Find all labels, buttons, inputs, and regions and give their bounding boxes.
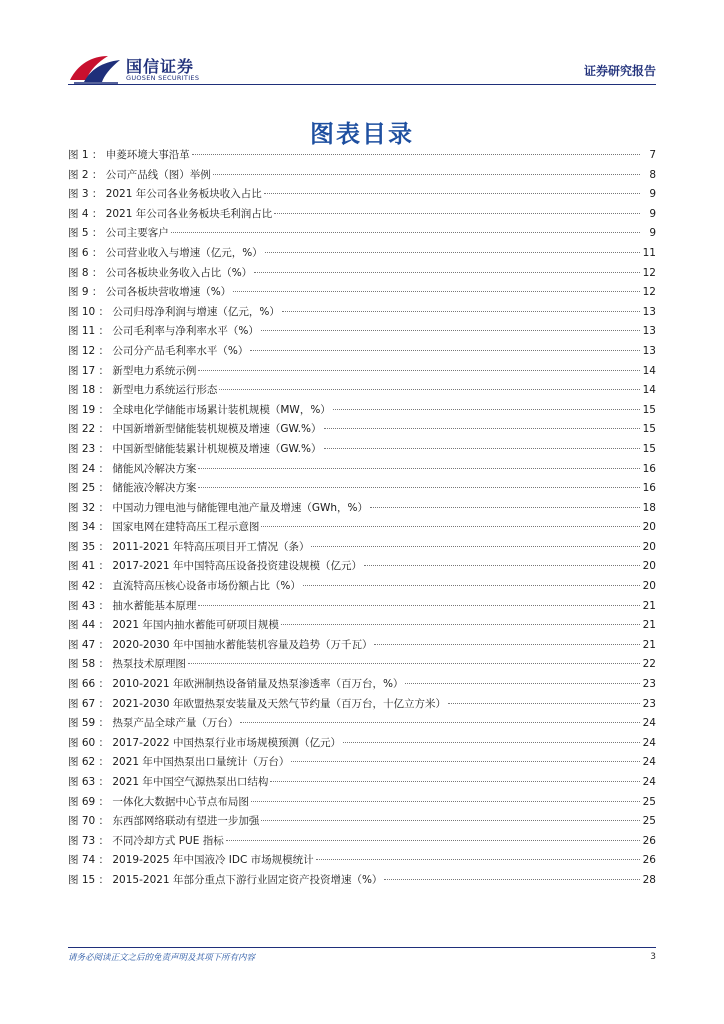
toc-entry-label[interactable]: 图 15 ： 2015-2021 年部分重点下游行业固定资产投资增速（%）: [68, 873, 383, 886]
toc-entry-label[interactable]: 图 67 ： 2021-2030 年欧盟热泵安装量及天然气节约量（百万台，十亿立方米）: [68, 697, 446, 710]
toc-entry-page[interactable]: 16: [642, 462, 656, 475]
toc-dot-leader: [324, 448, 640, 449]
toc-dot-leader: [274, 213, 640, 214]
toc-entry[interactable]: [68, 735, 656, 755]
toc-entry[interactable]: [68, 167, 656, 187]
toc-entry-label[interactable]: 图 2 ： 公司产品线（图）举例: [68, 168, 211, 181]
footer-divider: [68, 947, 656, 948]
figure-index: [68, 147, 656, 892]
toc-dot-leader: [261, 526, 640, 527]
toc-entry[interactable]: [68, 245, 656, 265]
toc-entry[interactable]: [68, 617, 656, 637]
toc-dot-leader: [188, 663, 640, 664]
toc-entry[interactable]: [68, 715, 656, 735]
toc-entry-page[interactable]: 9: [649, 207, 656, 220]
toc-entry[interactable]: [68, 421, 656, 441]
toc-dot-leader: [343, 742, 640, 743]
toc-entry-page[interactable]: 8: [649, 168, 656, 181]
toc-dot-leader: [374, 644, 640, 645]
toc-entry[interactable]: [68, 225, 656, 245]
toc-entry-page[interactable]: 21: [642, 619, 656, 632]
toc-dot-leader: [370, 507, 640, 508]
toc-entry-page[interactable]: 23: [642, 697, 656, 710]
toc-entry[interactable]: [68, 480, 656, 500]
toc-entry-page[interactable]: 20: [642, 580, 656, 593]
toc-entry[interactable]: [68, 754, 656, 774]
toc-entry-label[interactable]: 图 10 ： 公司归母净利润与增速（亿元，%）: [68, 305, 280, 318]
toc-dot-leader: [198, 370, 640, 371]
toc-entry-label[interactable]: 图 23 ： 中国新型储能装累计机规模及增速（GW.%）: [68, 442, 322, 455]
toc-entry-label[interactable]: 图 41 ： 2017-2021 年中国特高压设备投资建设规模（亿元）: [68, 560, 362, 573]
toc-entry[interactable]: [68, 461, 656, 481]
toc-entry-label[interactable]: 图 8 ： 公司各板块业务收入占比（%）: [68, 266, 253, 279]
toc-dot-leader: [198, 605, 640, 606]
toc-entry-page[interactable]: 28: [642, 873, 656, 886]
toc-entry[interactable]: [68, 539, 656, 559]
toc-entry[interactable]: [68, 441, 656, 461]
toc-entry-label[interactable]: 图 5 ： 公司主要客户: [68, 227, 169, 240]
toc-entry-label[interactable]: 图 11 ： 公司毛利率与净利率水平（%）: [68, 325, 259, 338]
toc-entry[interactable]: [68, 284, 656, 304]
toc-dot-leader: [282, 311, 640, 312]
toc-entry-label[interactable]: 图 9 ： 公司各板块营收增速（%）: [68, 286, 232, 299]
page-title: 图表目录: [310, 120, 414, 148]
toc-dot-leader: [240, 722, 640, 723]
toc-entry-page[interactable]: 21: [642, 638, 656, 651]
toc-entry-page[interactable]: 24: [642, 736, 656, 749]
toc-dot-leader: [333, 409, 640, 410]
toc-entry-label[interactable]: 图 44 ： 2021 年国内抽水蓄能可研项目规模: [68, 619, 279, 632]
toc-dot-leader: [448, 703, 640, 704]
toc-entry-page[interactable]: 20: [642, 540, 656, 553]
toc-entry-label[interactable]: 图 42 ： 直流特高压核心设备市场份额占比（%）: [68, 580, 301, 593]
toc-entry-page[interactable]: 12: [642, 266, 656, 279]
guosen-logo: [68, 50, 208, 88]
toc-entry-page[interactable]: 15: [642, 423, 656, 436]
toc-entry-label[interactable]: 图 59 ： 热泵产品全球产量（万台）: [68, 717, 239, 730]
toc-entry[interactable]: [68, 558, 656, 578]
toc-entry-label[interactable]: 图 34 ： 国家电网在建特高压工程示意图: [68, 521, 260, 534]
toc-dot-leader: [291, 761, 640, 762]
toc-entry[interactable]: [68, 343, 656, 363]
toc-entry-page[interactable]: 22: [642, 658, 656, 671]
toc-entry[interactable]: [68, 852, 656, 872]
toc-dot-leader: [384, 879, 640, 880]
toc-entry[interactable]: [68, 872, 656, 892]
toc-entry[interactable]: [68, 813, 656, 833]
toc-entry[interactable]: [68, 578, 656, 598]
header-divider: [68, 84, 656, 85]
toc-entry-page[interactable]: 12: [642, 286, 656, 299]
toc-entry[interactable]: [68, 833, 656, 853]
toc-dot-leader: [264, 193, 640, 194]
toc-entry[interactable]: [68, 637, 656, 657]
toc-entry[interactable]: [68, 265, 656, 285]
toc-entry[interactable]: [68, 323, 656, 343]
toc-entry-page[interactable]: 24: [642, 776, 656, 788]
toc-entry-page[interactable]: 23: [642, 678, 656, 691]
toc-dot-leader: [364, 565, 640, 566]
toc-entry-page[interactable]: 15: [642, 442, 656, 455]
toc-entry[interactable]: [68, 794, 656, 814]
toc-entry[interactable]: [68, 363, 656, 383]
toc-entry-page[interactable]: 9: [649, 188, 656, 201]
toc-entry-page[interactable]: 9: [649, 227, 656, 240]
toc-dot-leader: [250, 350, 640, 351]
toc-entry[interactable]: [68, 147, 656, 167]
toc-entry[interactable]: [68, 500, 656, 520]
toc-entry-label[interactable]: 图 66 ： 2010-2021 年欧洲制热设备销量及热泵渗透率（百万台，%）: [68, 678, 404, 691]
toc-entry[interactable]: [68, 206, 656, 226]
toc-entry-page[interactable]: 13: [642, 325, 656, 338]
toc-dot-leader: [254, 272, 640, 273]
toc-entry-page[interactable]: 26: [642, 834, 656, 847]
toc-dot-leader: [270, 781, 640, 782]
toc-entry-page[interactable]: 13: [642, 344, 656, 357]
toc-entry[interactable]: [68, 696, 656, 716]
toc-entry-page[interactable]: 13: [642, 305, 656, 318]
toc-entry-label[interactable]: 图 17 ： 新型电力系统示例: [68, 364, 197, 377]
toc-dot-leader: [324, 428, 640, 429]
logo-english-name: GUOSEN SECURITIES: [126, 74, 200, 82]
toc-entry[interactable]: [68, 598, 656, 618]
toc-entry-page[interactable]: 25: [642, 815, 656, 828]
toc-entry-page[interactable]: 25: [642, 795, 656, 808]
toc-entry-label[interactable]: 图 6 ： 公司营业收入与增速（亿元，%）: [68, 246, 263, 259]
toc-entry-label[interactable]: 图 22 ： 中国新增新型储能装机规模及增速（GW.%）: [68, 423, 322, 436]
toc-entry-label[interactable]: 图 73 ： 不同冷却方式 PUE 指标: [68, 834, 224, 847]
logo-chinese-name: 国信证券: [126, 57, 195, 76]
toc-entry-label[interactable]: 图 18 ： 新型电力系统运行形态: [68, 384, 218, 397]
toc-entry-page[interactable]: 15: [642, 403, 656, 416]
toc-dot-leader: [233, 291, 640, 292]
toc-entry-label[interactable]: 图 12 ： 公司分产品毛利率水平（%）: [68, 344, 249, 357]
toc-dot-leader: [171, 232, 640, 233]
toc-entry-label[interactable]: 图 4 ： 2021 年公司各业务板块毛利润占比: [68, 207, 273, 220]
page-header: [0, 0, 724, 90]
toc-entry-label[interactable]: 图 58 ： 热泵技术原理图: [68, 658, 186, 671]
toc-entry[interactable]: [68, 382, 656, 402]
toc-entry-page[interactable]: 26: [642, 854, 656, 867]
toc-entry-label[interactable]: 图 69 ： 一体化大数据中心节点布局图: [68, 795, 249, 808]
toc-dot-leader: [261, 330, 640, 331]
toc-dot-leader: [281, 624, 640, 625]
toc-entry-page[interactable]: 20: [642, 560, 656, 573]
toc-entry-label[interactable]: 图 74 ： 2019-2025 年中国液冷 IDC 市场规模统计: [68, 854, 314, 867]
toc-entry[interactable]: [68, 186, 656, 206]
toc-entry[interactable]: [68, 402, 656, 422]
toc-entry-page[interactable]: 21: [642, 599, 656, 612]
toc-entry-label[interactable]: 图 1 ： 申菱环境大事沿革: [68, 149, 190, 161]
toc-entry-label[interactable]: 图 63 ： 2021 年中国空气源热泵出口结构: [68, 776, 269, 788]
toc-entry-label[interactable]: 图 62 ： 2021 年中国热泵出口量统计（万台）: [68, 756, 290, 769]
toc-dot-leader: [219, 389, 640, 390]
toc-entry-label[interactable]: 图 43 ： 抽水蓄能基本原理: [68, 599, 197, 612]
toc-entry-page[interactable]: 11: [642, 246, 656, 259]
toc-entry-page[interactable]: 14: [642, 364, 656, 377]
toc-dot-leader: [265, 252, 640, 253]
toc-entry[interactable]: [68, 676, 656, 696]
toc-dot-leader: [213, 174, 640, 175]
report-type-label: 证券研究报告: [583, 64, 656, 78]
toc-entry-label[interactable]: 图 19 ： 全球电化学储能市场累计装机规模（MW，%）: [68, 403, 331, 416]
toc-entry[interactable]: [68, 774, 656, 794]
toc-entry-page[interactable]: 24: [642, 717, 656, 730]
toc-dot-leader: [192, 154, 640, 155]
toc-dot-leader: [303, 585, 640, 586]
toc-entry[interactable]: [68, 656, 656, 676]
toc-entry-page[interactable]: 18: [642, 501, 656, 514]
toc-entry-page[interactable]: 14: [642, 384, 656, 397]
toc-dot-leader: [405, 683, 640, 684]
toc-dot-leader: [261, 820, 640, 821]
toc-dot-leader: [226, 840, 640, 841]
toc-entry-label[interactable]: 图 24 ： 储能风冷解决方案: [68, 462, 197, 475]
footer-disclaimer: 请务必阅读正文之后的免责声明及其项下所有内容: [68, 953, 256, 963]
toc-entry[interactable]: [68, 519, 656, 539]
toc-dot-leader: [198, 468, 640, 469]
toc-entry-label[interactable]: 图 3 ： 2021 年公司各业务板块收入占比: [68, 188, 262, 201]
toc-dot-leader: [316, 859, 640, 860]
toc-entry-page[interactable]: 20: [642, 521, 656, 534]
toc-entry-label[interactable]: 图 70 ： 东西部网络联动有望进一步加强: [68, 815, 260, 828]
toc-entry-label[interactable]: 图 32 ： 中国动力锂电池与储能锂电池产量及增速（GWh，%）: [68, 501, 369, 514]
toc-entry-label[interactable]: 图 25 ： 储能液冷解决方案: [68, 482, 197, 495]
toc-entry-page[interactable]: 7: [649, 149, 656, 161]
guosen-logo-icon: [68, 50, 122, 86]
footer-page-number: 3: [650, 952, 656, 962]
toc-entry[interactable]: [68, 304, 656, 324]
toc-entry-page[interactable]: 24: [642, 756, 656, 769]
toc-entry-page[interactable]: 16: [642, 482, 656, 495]
toc-entry-label[interactable]: 图 35 ： 2011-2021 年特高压项目开工情况（条）: [68, 540, 310, 553]
toc-entry-label[interactable]: 图 60 ： 2017-2022 中国热泵行业市场规模预测（亿元）: [68, 736, 341, 749]
toc-dot-leader: [311, 546, 640, 547]
toc-entry-label[interactable]: 图 47 ： 2020-2030 年中国抽水蓄能装机容量及趋势（万千瓦）: [68, 638, 373, 651]
toc-dot-leader: [198, 487, 640, 488]
toc-dot-leader: [251, 801, 640, 802]
